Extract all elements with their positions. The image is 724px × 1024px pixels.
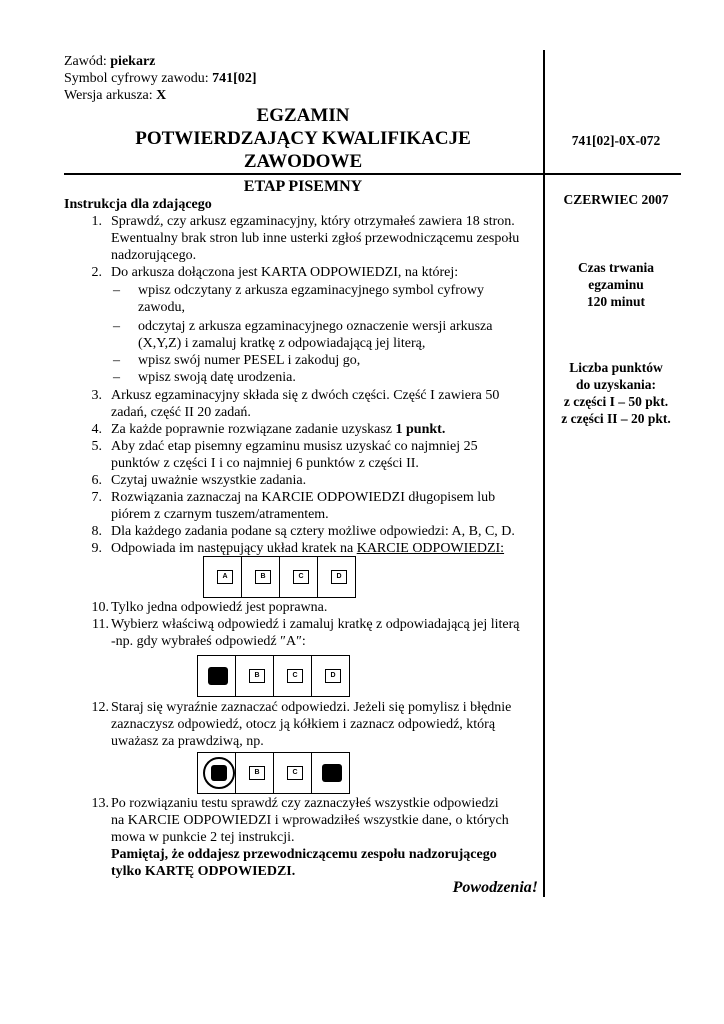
grid-cell <box>312 753 349 793</box>
points-line-2: do uzyskania: <box>576 377 656 392</box>
title-line-1: EGZAMIN <box>256 105 350 126</box>
dash-1-line-2: zawodu, <box>138 300 186 315</box>
dash-mark: – <box>113 319 120 334</box>
grid-cell <box>312 656 349 696</box>
item-11-line-1: Wybierz właściwą odpowiedź i zamaluj kratkę z odpowiadającą jej literą <box>111 617 520 632</box>
answer-grid-example-filled <box>197 655 350 697</box>
duration-line-2: egzaminu <box>588 277 644 292</box>
item-12-line-3: uważasz za prawdziwą, np. <box>111 734 264 749</box>
wersja-line: Wersja arkusza: X <box>64 88 167 103</box>
answer-grid-example-empty <box>203 556 356 598</box>
item-1-line-1: Sprawdź, czy arkusz egzaminacyjny, który otrzymałeś zawiera 18 stron. <box>111 214 515 229</box>
item-4-line-1: Za każde poprawnie rozwiązane zadanie uzyskasz 1 punkt. <box>111 422 446 437</box>
grid-cell <box>280 557 318 597</box>
title-line-2: POTWIERDZAJĄCY KWALIFIKACJE <box>135 128 471 149</box>
item-number: 2. <box>91 265 102 280</box>
circled-box-a <box>203 757 235 789</box>
dash-1-line-1: wpisz odczytany z arkusza egzaminacyjnego symbol cyfrowy <box>138 283 484 298</box>
filled-box-a <box>208 667 228 685</box>
grid-box-b: B <box>255 570 271 584</box>
closing-text: Powodzenia! <box>452 879 538 896</box>
exam-code: 741[02]-0X-072 <box>571 133 661 148</box>
item-3-line-1: Arkusz egzaminacyjny składa się z dwóch części. Część I zawiera 50 <box>111 388 500 403</box>
etap-heading: ETAP PISEMNY <box>243 178 363 195</box>
grid-box-c: C <box>293 570 309 584</box>
item-12-line-1: Staraj się wyraźnie zaznaczać odpowiedzi. Jeżeli się pomylisz i błędnie <box>111 700 512 715</box>
item-8-line-1: Dla każdego zadania podane są cztery możliwe odpowiedzi: A, B, C, D. <box>111 524 515 539</box>
item-10-line-1: Tylko jedna odpowiedź jest poprawna. <box>111 600 328 615</box>
title-line-3: ZAWODOWE <box>243 151 363 172</box>
item-7-line-2: piórem z czarnym tuszem/atramentem. <box>111 507 329 522</box>
grid-cell <box>198 753 236 793</box>
grid-box-d: D <box>331 570 347 584</box>
points-line-3: z części I – 50 pkt. <box>563 394 669 409</box>
grid-cell <box>236 753 274 793</box>
grid-box-b: B <box>249 669 265 683</box>
dash-4-line-1: wpisz swoją datę urodzenia. <box>138 370 296 385</box>
vertical-divider <box>543 50 545 897</box>
item-number: 10. <box>91 600 109 615</box>
grid-cell <box>242 557 280 597</box>
grid-box-a: A <box>217 570 233 584</box>
item-5-line-1: Aby zdać etap pisemny egzaminu musisz uzyskać co najmniej 25 <box>111 439 478 454</box>
item-number: 12. <box>91 700 109 715</box>
item-11-line-2: -np. gdy wybrałeś odpowiedź ″A″: <box>111 634 306 649</box>
item-3-line-2: zadań, część II 20 zadań. <box>111 405 251 420</box>
points-line-1: Liczba punktów <box>569 360 663 375</box>
zawod-line: Zawód: piekarz <box>64 54 156 69</box>
item-number: 8. <box>91 524 102 539</box>
item-number: 13. <box>91 796 109 811</box>
grid-cell <box>318 557 355 597</box>
item-13-bold-line-1: Pamiętaj, że oddajesz przewodniczącemu zespołu nadzorującego <box>111 847 497 862</box>
instruction-title: Instrukcja dla zdającego <box>64 197 212 212</box>
exam-date: CZERWIEC 2007 <box>563 192 669 207</box>
grid-cell <box>274 656 312 696</box>
item-5-line-2: punktów z części I i co najmniej 6 punktów z części II. <box>111 456 419 471</box>
duration-line-3: 120 minut <box>586 294 646 309</box>
points-line-4: z części II – 20 pkt. <box>561 411 671 426</box>
dash-mark: – <box>113 283 120 298</box>
filled-box-d <box>322 764 342 782</box>
item-number: 11. <box>92 617 109 632</box>
item-2-line-1: Do arkusza dołączona jest KARTA ODPOWIEDZI, na której: <box>111 265 459 280</box>
item-number: 5. <box>91 439 102 454</box>
item-number: 7. <box>91 490 102 505</box>
item-1-line-3: nadzorującego. <box>111 248 197 263</box>
item-number: 6. <box>91 473 102 488</box>
grid-box-c: C <box>287 766 303 780</box>
grid-cell <box>236 656 274 696</box>
item-number: 3. <box>91 388 102 403</box>
item-13-line-3: mowa w punkcie 2 tej instrukcji. <box>111 830 295 845</box>
horizontal-divider <box>64 173 681 175</box>
answer-grid-example-corrected <box>197 752 350 794</box>
item-number: 4. <box>91 422 102 437</box>
item-7-line-1: Rozwiązania zaznaczaj na KARCIE ODPOWIEDZI długopisem lub <box>111 490 496 505</box>
item-13-line-1: Po rozwiązaniu testu sprawdź czy zaznaczyłeś wszystkie odpowiedzi <box>111 796 499 811</box>
grid-box-b: B <box>249 766 265 780</box>
item-13-line-2: na KARCIE ODPOWIEDZI i wprowadziłeś wszystkie dane, o których <box>111 813 509 828</box>
item-number: 1. <box>91 214 102 229</box>
dash-3-line-1: wpisz swój numer PESEL i zakoduj go, <box>138 353 361 368</box>
dash-mark: – <box>113 353 120 368</box>
grid-box-d: D <box>325 669 341 683</box>
symbol-line: Symbol cyfrowy zawodu: 741[02] <box>64 71 257 86</box>
dash-mark: – <box>113 370 120 385</box>
item-9-line-1: Odpowiada im następujący układ kratek na KARCIE ODPOWIEDZI: <box>111 541 505 556</box>
duration-line-1: Czas trwania <box>577 260 655 275</box>
grid-cell <box>274 753 312 793</box>
item-13-bold-line-2: tylko KARTĘ ODPOWIEDZI. <box>111 864 296 879</box>
item-12-line-2: zaznaczysz odpowiedź, otocz ją kółkiem i zaznacz odpowiedź, którą <box>111 717 496 732</box>
dash-2-line-1: odczytaj z arkusza egzaminacyjnego oznaczenie wersji arkusza <box>138 319 493 334</box>
item-number: 9. <box>91 541 102 556</box>
grid-cell <box>204 557 242 597</box>
item-6-line-1: Czytaj uważnie wszystkie zadania. <box>111 473 307 488</box>
dash-2-line-2: (X,Y,Z) i zamaluj kratkę z odpowiadającą jej literą, <box>138 336 426 351</box>
grid-cell <box>198 656 236 696</box>
item-1-line-2: Ewentualny brak stron lub inne usterki zgłoś przewodniczącemu zespołu <box>111 231 520 246</box>
grid-box-c: C <box>287 669 303 683</box>
